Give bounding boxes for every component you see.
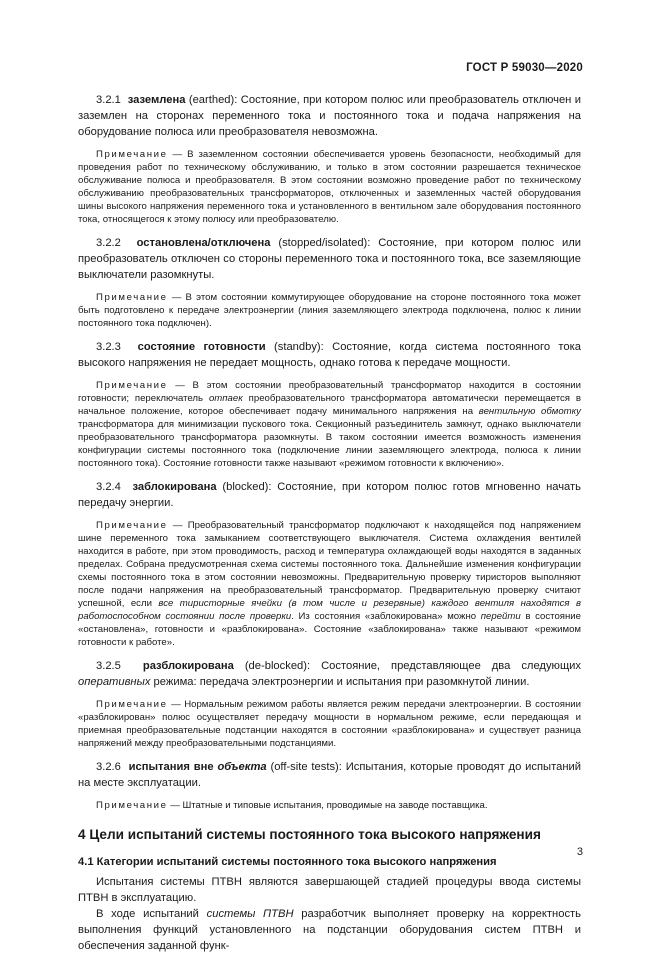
note-text: преобразовательного трансформатора автоматически перемещается в начальное положение, которое обеспечивает подачу минимального напряжения на (78, 393, 581, 417)
paragraph (78, 906, 581, 954)
note-text-italic: отпаек (208, 393, 243, 404)
term-3-2-4 (78, 479, 581, 511)
section-4-title: 4 Цели испытаний системы постоянного тока высокого напряжения (78, 827, 541, 842)
note-3-2-6 (78, 799, 581, 812)
note-label: Примечание (96, 699, 168, 710)
note-text-italic: вентильную обмотку (478, 406, 581, 417)
term-number: 3.2.6 (96, 761, 121, 773)
note-text: — Нормальным режимом работы является режим передачи электроэнергии. В состоянии «разблокирован» полюс осуществляет передачу мощности в нормальном режиме, если передающая и приемная преобразовательные подстанции находятся в состоянии «разблокирована» и существует разница напряжений между преобразовательными подстанциями. (78, 699, 581, 749)
subsection-4-1-title: 4.1 Категории испытаний системы постоянного тока высокого напряжения (78, 856, 497, 868)
term-3-2-1 (78, 92, 581, 140)
term-number: 3.2.1 (96, 94, 121, 106)
note-text: в состояние «остановлена», готовности и «разблокирована». Состояние «заблокирована» также называют «режимом готовности к работе». (78, 611, 581, 648)
note-label: Примечание (96, 292, 168, 303)
term-number: 3.2.4 (96, 481, 121, 493)
note-text: — В заземленном состоянии обеспечивается уровень безопасности, необходимый для проведения работ по техническому обслуживанию, и только в этом состоянии разрешается техническое обслуживание полюса и преобразователя. В этом состоянии возможно проведение работ по техническому обслуживанию преобразовательных трансформаторов, отключенных и заземленных частей оборудования шины высокого напряжения переменного тока и установленного в вентильном зале оборудования постоянного тока, относящегося к этому полюсу или преобразователю. (78, 149, 581, 225)
term-name-italic: объекта (217, 761, 267, 773)
note-label: Примечание (96, 520, 168, 531)
term-3-2-5 (78, 658, 581, 690)
page-number: 3 (576, 846, 583, 858)
term-definition: (off-site tests): Испытания, которые проводят до испытаний на месте эксплуатации. (78, 761, 581, 789)
paragraph-text-italic: системы ПТВН (206, 908, 294, 920)
term-name: состояние готовности (137, 341, 266, 353)
term-definition: (stopped/isolated): Состояние, при котором полюс или преобразователь отключен со стороны переменного тока и постоянного тока, все заземляющие выключатели разомкнуты. (78, 237, 582, 281)
note-text-italic: перейти (480, 611, 521, 622)
term-3-2-3 (78, 339, 581, 371)
note-3-2-5 (78, 698, 581, 750)
note-label: Примечание (96, 380, 168, 391)
term-number: 3.2.5 (96, 660, 121, 672)
term-definition: (blocked): Состояние, при котором полюс готов мгновенно начать передачу энергии. (78, 481, 581, 509)
term-name: остановлена/отключена (136, 237, 271, 249)
term-number: 3.2.2 (96, 237, 121, 249)
page-content (78, 92, 581, 954)
note-text: — В этом состоянии коммутирующее оборудование на стороне постоянного тока может быть подготовлено к передаче электроэнергии (линия заземляющего электрода подключена, полюс к линии постоянного тока подключен). (78, 292, 581, 329)
term-3-2-2 (78, 235, 581, 283)
paragraph-text: В ходе испытаний (96, 908, 207, 920)
paragraph: Испытания системы ПТВН являются завершающей стадией процедуры ввода системы ПТВН в эксплуатацию. (78, 876, 581, 904)
note-text: . Из состояния «заблокирована» можно (291, 611, 481, 622)
term-name: испытания вне (128, 761, 218, 773)
note-3-2-1 (78, 148, 581, 226)
term-name: заблокирована (132, 481, 217, 493)
note-text: — Штатные и типовые испытания, проводимые на заводе поставщика. (167, 800, 488, 811)
term-name: разблокирована (142, 660, 234, 672)
note-label: Примечание (96, 800, 168, 811)
term-number: 3.2.3 (96, 341, 121, 353)
term-definition-italic: оперативных (78, 676, 151, 688)
note-label: Примечание (96, 149, 168, 160)
term-3-2-6 (78, 759, 581, 791)
document-code-header: ГОСТ Р 59030—2020 (466, 62, 583, 74)
note-text: трансформатора для минимизации пускового тока. Секционный разъединитель замкнут, однако выключатели преобразовательного трансформатора разомкнуты. В таком состоянии имеется возможность изменения конфигурации системы постоянного тока (подключение линии заземляющего электрода, полюса к линии постоянного тока). Состояние готовности также называют «режимом готовности к включению». (78, 419, 581, 469)
note-3-2-4 (78, 519, 581, 649)
note-3-2-3 (78, 379, 581, 470)
note-text-italic: все тиристорные ячейки (в том числе и резервные) каждого вентиля находятся в работоспособном состоянии после проверки (78, 598, 581, 622)
paragraph-text: разработчик выполняет проверку на корректность выполнения функций установленного на подстанции оборудования систем ПТВН и обеспечения заданной функ- (78, 908, 581, 952)
note-3-2-2 (78, 291, 581, 330)
term-definition: режима: передача электроэнергии и испытания при разомкнутой линии. (150, 676, 530, 688)
term-definition: (de-blocked): Состояние, представляющее два следующих (233, 660, 581, 672)
term-definition: (standby): Состояние, когда система постоянного тока высокого напряжения не передает мощность, однако готова к передаче мощности. (78, 341, 581, 369)
note-text: — Преобразовательный трансформатор подключают к находящейся под напряжением шине переменного тока замыканием соответствующего выключателя. Система охлаждения вентилей находится в работе, при этом проводимость, расход и температура охлаждающей воды находятся в заданных пределах. Собрана предусмотренная схема системы постоянного тока. Дальнейшие изменения конфигурации схемы постоянного тока в этом состоянии невозможны. Предварительную проверку тиристоров выполняют после подачи напряжения на преобразовательный трансформатор. Предварительную проверку считают успешной, если (78, 520, 581, 609)
term-definition: (earthed): Состояние, при котором полюс или преобразователь отключен и заземлен на сторонах переменного тока и постоянного тока и подача напряжения на оборудование полюса или преобразователя невозможна. (78, 94, 582, 138)
term-name: заземлена (127, 94, 186, 106)
note-text: — В этом состоянии преобразовательный трансформатор находится в состоянии готовности; переключатель (78, 380, 581, 404)
